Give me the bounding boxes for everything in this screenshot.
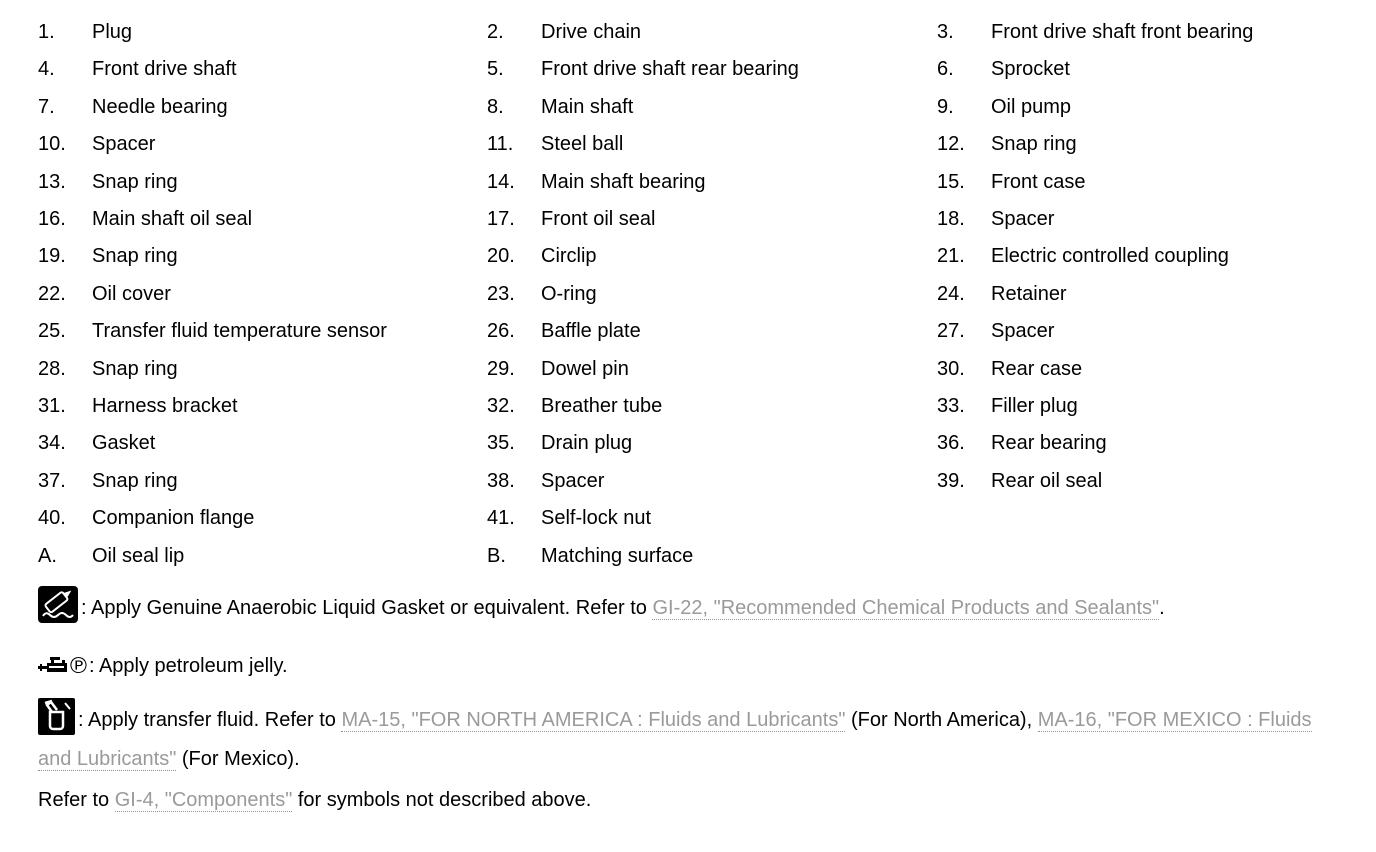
item-number: 30. — [937, 357, 965, 380]
list-item — [38, 538, 487, 575]
list-item — [937, 164, 1376, 201]
item-label: Oil cover — [92, 282, 171, 305]
list-item — [487, 313, 937, 350]
item-label: Snap ring — [92, 245, 178, 268]
item-number: 20. — [487, 245, 515, 268]
item-number: 7. — [38, 95, 55, 118]
item-number: 6. — [937, 58, 954, 81]
link-gi-4-components[interactable]: GI-4, "Components" — [114, 789, 293, 812]
list-item — [487, 201, 937, 238]
list-item — [38, 89, 487, 126]
item-number: 22. — [38, 282, 66, 305]
circled-p-icon: ℗ — [70, 652, 87, 679]
liquid-gasket-tube-icon — [38, 586, 78, 631]
item-label: Sprocket — [991, 58, 1070, 81]
item-number: 35. — [487, 432, 515, 455]
list-item — [937, 14, 1376, 51]
item-label: Spacer — [991, 320, 1055, 343]
list-item — [937, 238, 1376, 275]
item-label: Matching surface — [541, 544, 694, 567]
item-number: 11. — [487, 133, 514, 156]
item-label: Front drive shaft front bearing — [991, 21, 1254, 43]
item-number: 34. — [38, 432, 66, 455]
item-number: 38. — [487, 469, 515, 492]
item-label: Front oil seal — [541, 208, 656, 231]
item-number: 5. — [487, 58, 504, 81]
note-text-suffix: . — [1159, 597, 1165, 620]
list-item — [487, 388, 937, 425]
item-label: Self-lock nut — [541, 507, 652, 530]
list-item — [937, 313, 1376, 350]
item-number: 8. — [487, 95, 504, 118]
list-item — [937, 351, 1376, 388]
item-label: Steel ball — [541, 133, 624, 156]
list-item — [937, 276, 1376, 313]
item-number: 23. — [487, 282, 515, 305]
item-label: Front drive shaft rear bearing — [541, 58, 799, 81]
link-ma-16-fluids-lubricants[interactable]: MA-16, "FOR MEXICO : Fluids and Lubricants" — [38, 709, 1312, 771]
item-number: 28. — [38, 357, 66, 380]
item-number: 24. — [937, 282, 965, 305]
item-number: 40. — [38, 507, 66, 530]
item-number: 21. — [937, 245, 965, 268]
item-label: Retainer — [991, 282, 1067, 305]
list-item — [38, 201, 487, 238]
list-item — [38, 313, 487, 350]
list-item — [38, 238, 487, 275]
parts-column-2 — [487, 14, 937, 575]
list-item — [937, 201, 1376, 238]
item-label: Breather tube — [541, 395, 663, 418]
item-number: 19. — [38, 245, 66, 268]
list-item — [487, 425, 937, 462]
item-number: 41. — [487, 507, 515, 530]
list-item — [487, 500, 937, 537]
item-label: Filler plug — [991, 395, 1078, 418]
note-petroleum-jelly — [38, 651, 1350, 682]
link-gi-22-chemical-products[interactable]: GI-22, "Recommended Chemical Products and Sealants" — [652, 597, 1160, 620]
item-label: Spacer — [92, 133, 156, 156]
note-text: : Apply petroleum jelly. — [88, 655, 288, 678]
item-number: 27. — [937, 320, 965, 343]
item-number: 9. — [937, 95, 954, 118]
note-transfer-fluid — [38, 698, 1350, 774]
item-number: 32. — [487, 395, 515, 418]
list-item — [937, 425, 1376, 462]
note-text-prefix: : Apply Genuine Anaerobic Liquid Gasket or equivalent. Refer to — [81, 597, 653, 620]
list-item — [487, 276, 937, 313]
note-symbols-reference — [38, 786, 1350, 814]
transfer-fluid-icon — [38, 698, 75, 744]
list-item — [487, 89, 937, 126]
list-item — [38, 126, 487, 163]
item-label: Main shaft — [541, 95, 634, 118]
list-item — [487, 351, 937, 388]
list-item — [937, 126, 1376, 163]
note-text-suffix: for symbols not described above. — [292, 789, 592, 812]
item-label: Oil seal lip — [92, 544, 185, 567]
item-label: Snap ring — [991, 133, 1077, 156]
item-number: 2. — [487, 21, 504, 43]
item-number: 3. — [937, 21, 954, 43]
note-anaerobic-gasket — [38, 586, 1350, 631]
item-label: Front drive shaft — [92, 58, 237, 81]
item-label: Spacer — [991, 208, 1055, 231]
item-label: Needle bearing — [92, 95, 228, 118]
list-item — [487, 126, 937, 163]
item-label: Oil pump — [991, 95, 1072, 118]
item-number: 36. — [937, 432, 965, 455]
list-item — [937, 388, 1376, 425]
item-label: Rear oil seal — [991, 469, 1103, 492]
item-number: 33. — [937, 395, 965, 418]
item-number: 29. — [487, 357, 515, 380]
petroleum-jelly-icon — [38, 654, 69, 682]
list-item — [487, 164, 937, 201]
item-label: Snap ring — [92, 357, 178, 380]
item-label: Drain plug — [541, 432, 633, 455]
item-number: 10. — [38, 133, 66, 156]
item-number: 26. — [487, 320, 515, 343]
item-label: Front case — [991, 170, 1086, 193]
item-number: 15. — [937, 170, 965, 193]
list-item — [38, 14, 487, 51]
list-item — [487, 238, 937, 275]
item-number: 14. — [487, 170, 515, 193]
list-item — [38, 351, 487, 388]
item-number: 16. — [38, 208, 66, 231]
parts-column-3 — [937, 14, 1376, 575]
link-ma-15-fluids-lubricants[interactable]: MA-15, "FOR NORTH AMERICA : Fluids and Lubricants" — [341, 709, 846, 732]
list-item — [487, 51, 937, 88]
note-text-prefix: : Apply transfer fluid. Refer to — [78, 709, 342, 732]
item-label: Plug — [92, 21, 133, 43]
item-number: B. — [487, 544, 506, 567]
item-label: Rear case — [991, 357, 1083, 380]
item-number: 17. — [487, 208, 515, 231]
item-label: O-ring — [541, 282, 597, 305]
list-item — [38, 463, 487, 500]
list-item — [937, 89, 1376, 126]
item-label: Electric controlled coupling — [991, 245, 1229, 268]
list-item — [38, 276, 487, 313]
list-item — [38, 425, 487, 462]
item-label: Rear bearing — [991, 432, 1107, 455]
note-text-mid: (For North America), — [845, 709, 1038, 732]
item-label: Transfer fluid temperature sensor — [92, 320, 387, 343]
item-number: 13. — [38, 170, 66, 193]
item-number: 37. — [38, 469, 66, 492]
item-number: 4. — [38, 58, 55, 81]
list-item — [487, 538, 937, 575]
item-number: 18. — [937, 208, 965, 231]
item-label: Snap ring — [92, 469, 178, 492]
item-number: 39. — [937, 469, 965, 492]
item-label: Main shaft bearing — [541, 170, 706, 193]
item-number: 25. — [38, 320, 66, 343]
list-item — [937, 463, 1376, 500]
item-label: Baffle plate — [541, 320, 641, 343]
note-text-suffix: (For Mexico). — [176, 748, 300, 771]
item-number: 12. — [937, 133, 965, 156]
item-label: Gasket — [92, 432, 156, 455]
item-label: Dowel pin — [541, 357, 629, 380]
item-label: Harness bracket — [92, 395, 238, 418]
item-number: 31. — [38, 395, 66, 418]
item-label: Spacer — [541, 469, 605, 492]
notes-section — [38, 586, 1350, 814]
list-item — [38, 388, 487, 425]
list-item — [38, 164, 487, 201]
item-label: Circlip — [541, 245, 597, 268]
list-item — [937, 51, 1376, 88]
item-number: 1. — [38, 21, 55, 43]
item-number: A. — [38, 544, 57, 567]
item-label: Companion flange — [92, 507, 255, 530]
list-item — [487, 14, 937, 51]
list-item — [487, 463, 937, 500]
list-item — [38, 51, 487, 88]
item-label: Main shaft oil seal — [92, 208, 253, 231]
list-item — [38, 500, 487, 537]
note-text-prefix: Refer to — [38, 789, 115, 812]
parts-column-1 — [38, 14, 487, 575]
item-label: Snap ring — [92, 170, 178, 193]
item-label: Drive chain — [541, 21, 642, 43]
